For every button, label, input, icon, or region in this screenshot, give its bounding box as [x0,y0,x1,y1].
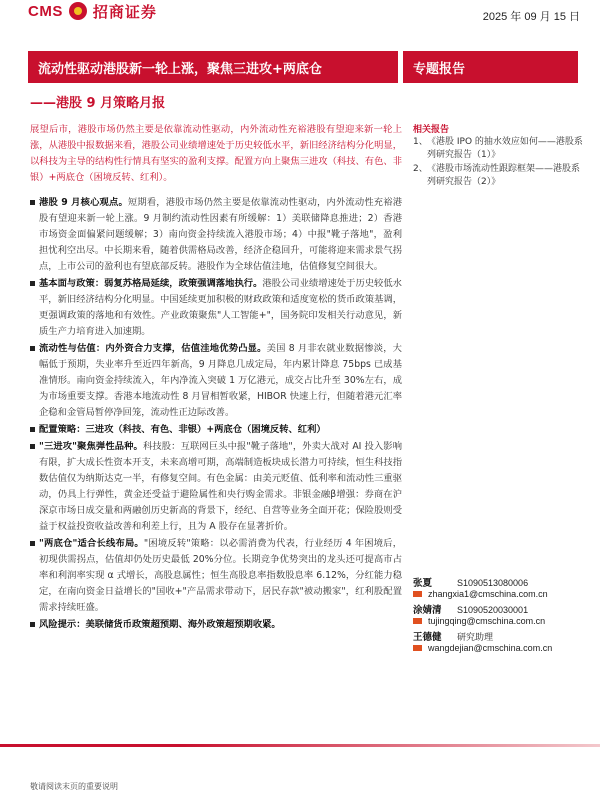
key-point [30,439,402,535]
logo-cms-text: CMS [28,2,63,20]
analyst-email[interactable]: wangdejian@cmschina.com.cn [428,643,553,653]
analyst-entry [413,629,588,653]
analyst-list [413,575,588,656]
report-type-label: 专题报告 [413,61,466,77]
key-point [30,536,402,616]
key-point-lead: "三进攻"聚焦弹性品种。 [39,441,143,452]
report-date: 2025 年 09 月 15 日 [482,11,580,23]
key-point-lead: 港股 9 月核心观点。 [39,197,128,208]
logo-seal-icon [69,2,87,20]
analyst-role: 研究助理 [457,632,494,642]
related-report-number: 2、 [413,164,428,174]
related-reports-title: 相关报告 [413,125,450,135]
key-point-text: 短期看，港股市场仍然主要是依靠流动性驱动，内外流动性充裕港股有望迎来新一轮上涨。9 月制约流动性因素有所缓解：1）美联储降息推进；2）香港市场资金面偏紧问题缓解；3）南向资金持续流入港股市场；4）中报"靴子落地"，盈利担忧利空出尽。中长期来看，随着供需格局改善，经济企稳回升，可能将迎来需求景气拐点，上市公司的盈利也有望底部反转。港股作为全球估值洼地，估值修复空间很大。 [39,197,402,272]
email-icon [413,591,422,597]
key-point-lead: 基本面与政策：弱复苏格局延续，政策强调落地执行。 [39,278,263,289]
report-title: 流动性驱动港股新一轮上涨，聚焦三进攻+两底仓 [38,61,322,77]
key-point-lead: "两底仓"适合长线布局。 [39,538,144,549]
report-title-banner [28,51,398,83]
analyst-entry [413,602,588,626]
related-report-link[interactable]: 《港股市场流动性跟踪框架——港股系列研究报告（2）》 [427,164,581,187]
related-report-link[interactable]: 《港股 IPO 的抽水效应如何——港股系列研究报告（1）》 [427,137,583,160]
email-icon [413,618,422,624]
analyst-name: 王德健 [413,632,442,643]
related-reports-list [413,136,588,190]
key-points-list [30,195,402,634]
key-point [30,341,402,421]
key-point-lead: 流动性与估值：内外资合力支撑，估值洼地优势凸显。 [39,343,267,354]
related-report-item[interactable] [413,136,588,162]
logo-company-name: 招商证券 [92,2,157,21]
key-point [30,276,402,340]
analyst-cert: S1090513080006 [457,578,529,588]
analyst-name: 张夏 [413,578,433,589]
related-report-item[interactable] [413,163,588,189]
key-point-text: 港股公司业绩增速处于历史较低水平，新旧经济结构分化明显。中国延续更加积极的财政政策和适度宽松的货币政策基调，更强调政策的落地和有效性。产业政策聚焦"人工智能+"，国务院印发相关行动意见，新质生产力培育进入加速期。 [39,278,402,337]
analyst-email[interactable]: zhangxia1@cmschina.com.cn [428,589,548,599]
email-icon [413,645,422,651]
footer-disclaimer: 敬请阅读末页的重要说明 [30,782,118,791]
key-point-text: 科技股：互联网巨头中报"靴子落地"，外卖大战对 AI 投入影响有限，扩大成长性资本开支，未来高增可期，高端制造板块成长潜力可持续，恒生科技指数估值仅为纳斯达克一半，有修复空间。有色金属：由美元贬值、低利率和流动性三重驱动，仍具上行弹性，黄金还受益于避险属性和央行购金需求。非银金融β增强：券商在沪深京市场日成交量和两融创历史新高的背景下，经纪、自营等业务全面开花；保险股则受益于权益投资收益改善和利差上行，且为 A 股存在显著折价。 [39,441,402,532]
report-type-banner [403,51,578,83]
key-point-lead: 风险提示：美联储货币政策超预期、海外政策超预期收紧。 [39,619,281,630]
key-point-lead: 配置策略：三进攻（科技、有色、非银）+两底仓（困境反转、红利） [39,424,326,435]
key-point [30,617,402,633]
key-point [30,422,402,438]
analyst-name: 涂婧清 [413,605,442,616]
footer-divider [0,744,600,747]
report-subtitle: ——港股 9 月策略月报 [30,96,166,111]
analyst-email[interactable]: tujingqing@cmschina.com.cn [428,616,546,626]
summary-paragraph: 展望后市，港股市场仍然主要是依靠流动性驱动，内外流动性充裕港股有望迎来新一轮上涨，从港股中报数据来看，港股公司业绩增速处于历史较低水平，新旧经济结构分化明显，以科技为主导的结构性行情具有坚实的盈利支撑。配置方向上聚焦三进攻（科技、有色、非银）+两底仓（困境反转、红利）。 [30,124,402,183]
analyst-entry [413,575,588,599]
related-report-number: 1、 [413,137,428,147]
key-point-text: 美国 8 月非农就业数据惨淡，大幅低于预期，失业率升至近四年新高，9 月降息几成定局，年内累计降息 75bps 已成基准情形。南向资金持续流入，年内净流入突破 1 万亿港元，成交占比升至 30%左右，成为市场重要支撑。香港本地流动性 8 月冒相暂收紧，HIBOR 快速上行，但随着港元汇率企稳和金管局暂停净回笼，流动性正边际改善。 [39,343,402,418]
key-point-text: "困境反转"策略：以必需消费为代表，行业经历 4 年困境后，初现供需拐点，估值却仍处历史最低 20%分位。长期竞争优势突出的龙头还可提高市占率和利润率实现 α 式增长，高股息属性；恒生高股息率指数股息率 6.12%，分红能力稳定，在南向资金日益增长的"国收+"产品需求带动下，居民存款"被动搬家"，红利股配置需求持续旺盛。 [39,538,402,613]
company-logo [28,0,157,22]
analyst-cert: S1090520030001 [457,605,529,615]
key-point [30,195,402,275]
